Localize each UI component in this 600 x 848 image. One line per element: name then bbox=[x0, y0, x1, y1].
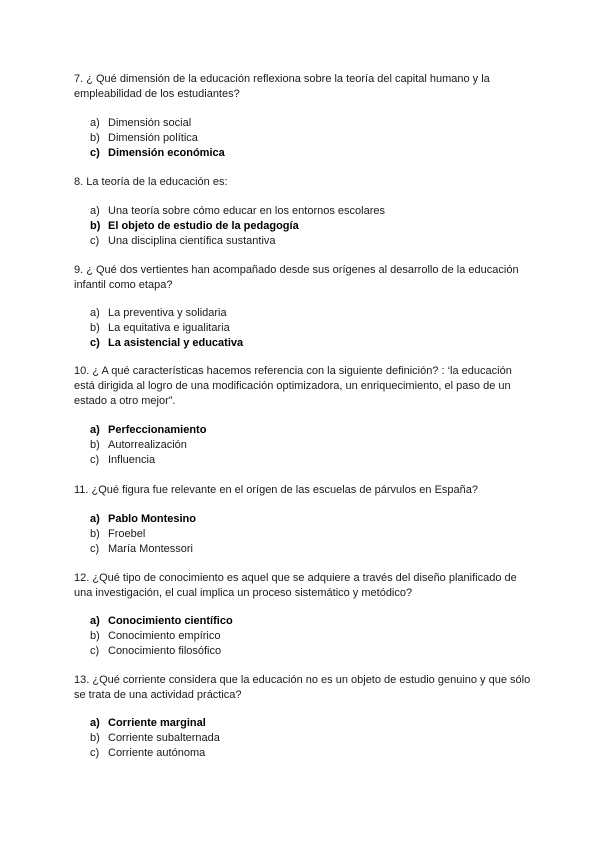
question-text: 8. La teoría de la educación es: bbox=[74, 176, 228, 188]
option-text: Conocimiento empírico bbox=[108, 630, 221, 642]
option-a bbox=[90, 306, 243, 321]
option-b bbox=[90, 629, 233, 644]
option-text: Dimensión política bbox=[108, 132, 198, 144]
option-text: Dimensión económica bbox=[108, 147, 225, 159]
option-letter: a) bbox=[90, 513, 100, 525]
question-text: 13. ¿Qué corriente considera que la educación no es un objeto de estudio genuino y que sólo se trata de una actividad práctica? bbox=[74, 674, 531, 701]
option-text: Corriente autónoma bbox=[108, 747, 206, 759]
option-letter: b) bbox=[90, 220, 101, 232]
option-text: Influencia bbox=[108, 454, 156, 466]
options-11 bbox=[90, 512, 196, 557]
question-text: 12. ¿Qué tipo de conocimiento es aquel que se adquiere a través del diseño planificado de una investigación, el cual implica un proceso sistemático y metódico? bbox=[74, 572, 517, 599]
option-b bbox=[90, 131, 225, 146]
option-a bbox=[90, 204, 385, 219]
option-text: La asistencial y educativa bbox=[108, 337, 244, 349]
option-letter: b) bbox=[90, 439, 100, 451]
option-c bbox=[90, 644, 233, 659]
option-letter: c) bbox=[90, 747, 100, 759]
options-10 bbox=[90, 423, 206, 468]
option-letter: a) bbox=[90, 717, 100, 729]
option-letter: a) bbox=[90, 307, 100, 319]
option-text: Corriente marginal bbox=[108, 717, 206, 729]
option-text: Dimensión social bbox=[108, 117, 192, 129]
option-b bbox=[90, 731, 220, 746]
option-text: Froebel bbox=[108, 528, 146, 540]
option-text: Una teoría sobre cómo educar en los entornos escolares bbox=[108, 205, 385, 217]
option-letter: a) bbox=[90, 615, 100, 627]
option-b bbox=[90, 321, 243, 336]
option-a bbox=[90, 116, 225, 131]
option-c bbox=[90, 746, 220, 761]
option-b-correct bbox=[90, 219, 385, 234]
option-b bbox=[90, 527, 196, 542]
option-letter: c) bbox=[90, 454, 100, 466]
question-13 bbox=[74, 673, 534, 703]
option-letter: c) bbox=[90, 543, 100, 555]
option-text: María Montessori bbox=[108, 543, 193, 555]
options-13 bbox=[90, 716, 220, 761]
option-c-correct bbox=[90, 146, 225, 161]
options-7 bbox=[90, 116, 225, 161]
option-letter: c) bbox=[90, 147, 100, 159]
option-letter: a) bbox=[90, 424, 100, 436]
option-letter: c) bbox=[90, 235, 100, 247]
option-letter: b) bbox=[90, 322, 100, 334]
question-10 bbox=[74, 364, 534, 409]
options-12 bbox=[90, 614, 233, 659]
option-c-correct bbox=[90, 336, 243, 351]
option-text: La equitativa e igualitaria bbox=[108, 322, 230, 334]
option-c bbox=[90, 542, 196, 557]
question-text: 11. ¿Qué figura fue relevante en el orígen de las escuelas de párvulos en España? bbox=[74, 484, 479, 496]
option-a-correct bbox=[90, 614, 233, 629]
option-b bbox=[90, 438, 206, 453]
option-a-correct bbox=[90, 716, 220, 731]
option-letter: c) bbox=[90, 337, 100, 349]
option-text: Perfeccionamiento bbox=[108, 424, 207, 436]
option-text: Conocimiento científico bbox=[108, 615, 233, 627]
option-letter: a) bbox=[90, 205, 100, 217]
question-text: 7. ¿ Qué dimensión de la educación reflexiona sobre la teoría del capital humano y la empleabilidad de los estudiantes? bbox=[74, 73, 490, 100]
option-text: Una disciplina científica sustantiva bbox=[108, 235, 276, 247]
question-11 bbox=[74, 483, 534, 498]
question-7 bbox=[74, 72, 534, 102]
option-letter: b) bbox=[90, 132, 100, 144]
question-12 bbox=[74, 571, 534, 601]
option-letter: c) bbox=[90, 645, 100, 657]
option-text: Conocimiento filosófico bbox=[108, 645, 222, 657]
option-text: Pablo Montesino bbox=[108, 513, 196, 525]
question-text: 10. ¿ A qué características hacemos referencia con la siguiente definición? : ‘la educación está dirigida al logro de una modificación optimizadora, un enriquecimiento, el paso de un estado a otro mejor”. bbox=[74, 365, 512, 407]
option-text: Autorrealización bbox=[108, 439, 187, 451]
option-letter: b) bbox=[90, 630, 100, 642]
option-letter: b) bbox=[90, 528, 100, 540]
option-c bbox=[90, 453, 206, 468]
question-8 bbox=[74, 175, 534, 190]
option-letter: b) bbox=[90, 732, 100, 744]
option-a-correct bbox=[90, 512, 196, 527]
option-text: Corriente subalternada bbox=[108, 732, 220, 744]
question-text: 9. ¿ Qué dos vertientes han acompañado desde sus orígenes al desarrollo de la educación infantil como etapa? bbox=[74, 264, 519, 291]
option-c bbox=[90, 234, 385, 249]
options-8 bbox=[90, 204, 385, 249]
option-a-correct bbox=[90, 423, 206, 438]
option-text: El objeto de estudio de la pedagogía bbox=[108, 220, 299, 232]
options-9 bbox=[90, 306, 243, 351]
option-text: La preventiva y solidaria bbox=[108, 307, 227, 319]
option-letter: a) bbox=[90, 117, 100, 129]
question-9 bbox=[74, 263, 534, 293]
